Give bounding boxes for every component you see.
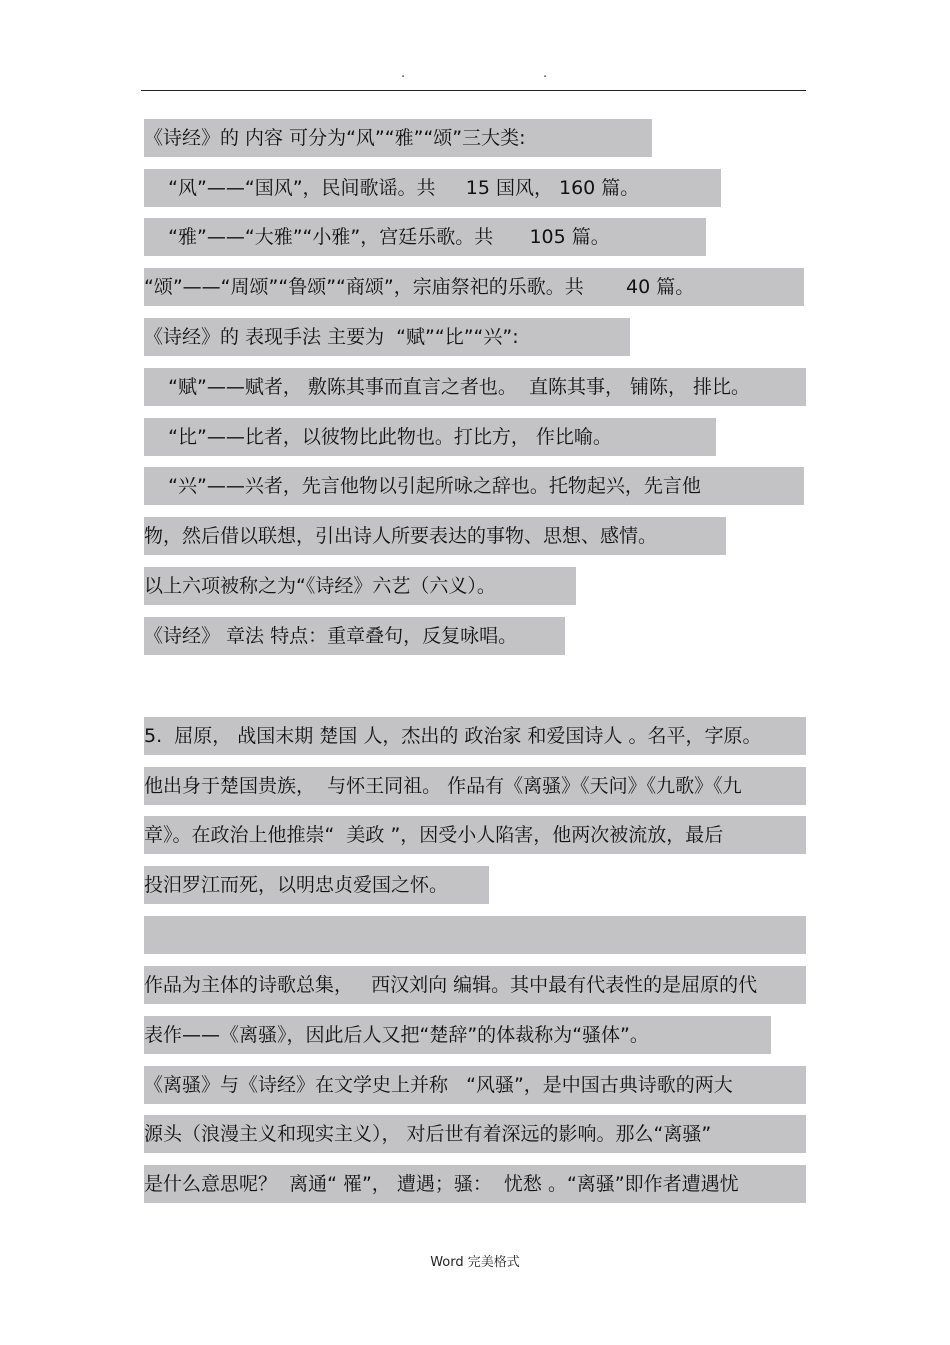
text-line-10: 以上六项被称之为“《诗经》六艺（六义）。 <box>144 567 576 605</box>
text-line-18: 表作——《离骚》，因此后人又把“楚辞”的体裁称为“骚体”。 <box>144 1016 771 1054</box>
text-line-21: 是什么意思呢？ 离通“ 罹”， 遭遇；骚： 忧愁 。“离骚”即作者遭遇忧 <box>144 1165 806 1203</box>
text-line-5: 《诗经》的 表现手法 主要为 “赋”“比”“兴”: <box>144 318 630 356</box>
text-line-11: 《诗经》 章法 特点：重章叠句，反复咏唱。 <box>144 617 565 655</box>
text-line-20: 源头（浪漫主义和现实主义）， 对后世有着深远的影响。那么“离骚” <box>144 1115 806 1153</box>
text-line-14: 章》。在政治上他推崇“ 美政 ”，因受小人陷害，他两次被流放，最后 <box>144 816 806 854</box>
text-line-16 <box>144 916 806 954</box>
text-line-2: “风”——“国风”，民间歌谣。共 15 国风， 160 篇。 <box>144 169 721 207</box>
header-rule <box>141 90 806 91</box>
header-dot-left: . <box>401 66 406 81</box>
text-line-3: “雅”——“大雅”“小雅”，宫廷乐歌。共 105 篇。 <box>144 218 706 256</box>
text-line-15: 投汨罗江而死，以明忠贞爱国之怀。 <box>144 866 489 904</box>
text-line-7: “比”——比者，以彼物比此物也。打比方， 作比喻。 <box>144 418 716 456</box>
text-line-17: 作品为主体的诗歌总集， 西汉刘向 编辑。其中最有代表性的是屈原的代 <box>144 966 806 1004</box>
text-line-6: “赋”——赋者， 敷陈其事而直言之者也。 直陈其事， 铺陈， 排比。 <box>144 368 806 406</box>
text-line-9: 物，然后借以联想，引出诗人所要表达的事物、思想、感情。 <box>144 517 726 555</box>
text-line-4: “颂”——“周颂”“鲁颂”“商颂”，宗庙祭祀的乐歌。共 40 篇。 <box>144 268 804 306</box>
text-line-1: 《诗经》的 内容 可分为“风”“雅”“颂”三大类: <box>144 119 652 157</box>
text-line-12: 5. 屈原， 战国末期 楚国 人，杰出的 政治家 和爱国诗人 。名平，字原。 <box>144 717 806 755</box>
page-footer: Word 完美格式 <box>430 1255 520 1270</box>
text-line-19: 《离骚》与《诗经》在文学史上并称 “风骚”，是中国古典诗歌的两大 <box>144 1066 806 1104</box>
header-dot-right: . <box>543 66 548 81</box>
text-line-13: 他出身于楚国贵族， 与怀王同祖。 作品有《离骚》《天问》《九歌》《九 <box>144 767 806 805</box>
text-line-8: “兴”——兴者，先言他物以引起所咏之辞也。托物起兴，先言他 <box>144 467 804 505</box>
